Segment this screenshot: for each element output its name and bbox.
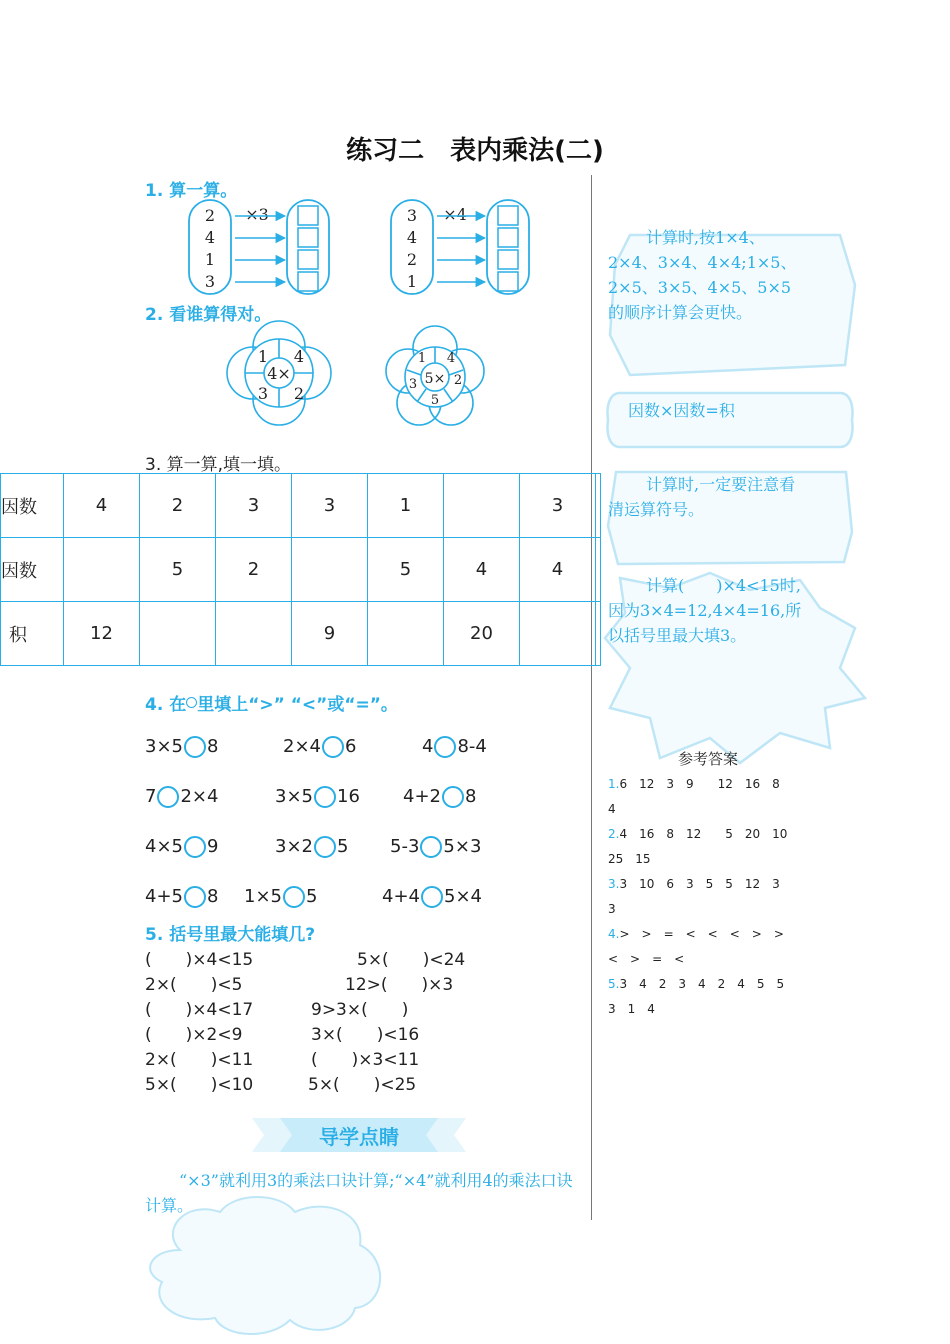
q4-item: 3×5 16 xyxy=(275,786,360,807)
table-cell xyxy=(216,602,292,666)
flower-a-petal: 1 xyxy=(257,347,269,366)
answer-line: 2.4 16 8 12 5 20 10 xyxy=(608,827,788,841)
q4-item: 4×5 9 xyxy=(145,836,219,857)
flower-b-petal: 1 xyxy=(417,351,427,366)
q1b-input: 3 xyxy=(406,206,418,225)
q2-flower-diagrams xyxy=(225,320,495,430)
q1-label: 1. 算一算。 xyxy=(145,181,238,201)
answer-line: 3 1 4 xyxy=(608,1002,655,1016)
table-cell xyxy=(64,538,140,602)
q1b-input: 2 xyxy=(406,250,418,269)
table-cell: 3 xyxy=(520,474,596,538)
flower-a-petal: 2 xyxy=(293,384,305,403)
q5-item[interactable]: 5×( )<24 xyxy=(357,950,466,970)
answer-line: 1.6 12 3 9 12 16 8 xyxy=(608,777,780,791)
flower-b-center: 5× xyxy=(424,371,446,387)
q4-item: 3×2 5 xyxy=(275,836,349,857)
answer-circle[interactable] xyxy=(157,786,179,808)
table-cell: 4 xyxy=(64,474,140,538)
q5-item[interactable]: 2×( )<5 xyxy=(145,975,243,995)
table-row xyxy=(1,602,601,666)
q5-item[interactable]: ( )×2<9 xyxy=(145,1025,243,1045)
answer-circle[interactable] xyxy=(421,886,443,908)
q4-label xyxy=(145,690,398,715)
table-cell: 2 xyxy=(140,474,216,538)
q4-item: 2×4 6 xyxy=(283,736,357,757)
answer-line: 25 15 xyxy=(608,852,651,866)
tip-text-1: 计算时,按1×4、2×4、3×4、4×4;1×5、2×5、3×5、4×5、5×5的顺序计算会更快。 xyxy=(608,228,797,322)
flower-b-petal: 3 xyxy=(408,377,418,392)
answers-title: 参考答案 xyxy=(677,750,738,768)
q4-label-pre: 4. 在 xyxy=(145,695,187,715)
row-head: 因数 xyxy=(1,538,64,602)
flower-b-petal: 4 xyxy=(446,351,456,366)
answer-circle[interactable] xyxy=(442,786,464,808)
answer-circle[interactable] xyxy=(322,736,344,758)
row-head: 积 xyxy=(1,602,64,666)
table-cell xyxy=(444,474,520,538)
q1a-input: 2 xyxy=(204,206,216,225)
flower-a-center: 4× xyxy=(267,364,291,383)
guide-text: “×3”就利用3的乘法口诀计算;“×4”就利用4的乘法口诀计算。 xyxy=(145,1171,573,1215)
row-head: 因数 xyxy=(1,474,64,538)
table-cell: 5 xyxy=(368,538,444,602)
q4-item: 4+4 5×4 xyxy=(382,886,482,907)
q5-item[interactable]: 12>( )×3 xyxy=(345,975,454,995)
q4-label-post: 里填上“>” “<”或“=”。 xyxy=(197,695,398,715)
q4-item: 1×5 5 xyxy=(244,886,318,907)
q4-item: 7 2×4 xyxy=(145,786,219,807)
q1a-input: 1 xyxy=(204,250,216,269)
flower-a-petal: 3 xyxy=(257,384,269,403)
table-cell xyxy=(292,538,368,602)
answer-box xyxy=(498,228,518,247)
answer-circle[interactable] xyxy=(314,836,336,858)
answer-box xyxy=(498,272,518,291)
answers-list xyxy=(608,772,787,1022)
table-row xyxy=(1,538,601,602)
q3-label: 3. 算一算,填一填。 xyxy=(145,455,292,475)
q5-item[interactable]: 9>3×( ) xyxy=(311,1000,409,1020)
table-cell: 5 xyxy=(140,538,216,602)
table-cell: 3 xyxy=(216,474,292,538)
q4-item: 4 8-4 xyxy=(422,736,487,757)
q4-item: 4+2 8 xyxy=(403,786,477,807)
answer-line: 3.3 10 6 3 5 5 12 3 xyxy=(608,877,780,891)
q1a-operator: ×3 xyxy=(245,205,269,224)
answer-circle[interactable] xyxy=(434,736,456,758)
answer-box xyxy=(298,206,318,225)
q1b-input: 1 xyxy=(406,272,418,291)
table-cell xyxy=(520,602,596,666)
answer-circle[interactable] xyxy=(184,836,206,858)
q5-item[interactable]: ( )×4<17 xyxy=(145,1000,254,1020)
flower-b-petal: 5 xyxy=(430,393,440,408)
guide-banner-title: 导学点睛 xyxy=(319,1125,399,1149)
column-divider xyxy=(591,175,592,1220)
q5-item[interactable]: 5×( )<25 xyxy=(308,1075,417,1095)
q5-label: 5. 括号里最大能填几? xyxy=(145,925,316,945)
q1-mapping-diagram xyxy=(185,196,545,300)
q4-item: 4+5 8 xyxy=(145,886,219,907)
answer-circle[interactable] xyxy=(283,886,305,908)
table-cell: 20 xyxy=(444,602,520,666)
q1a-input: 3 xyxy=(204,272,216,291)
tip-text-4: 计算( )×4<15时,因为3×4=12,4×4=16,所以括号里最大填3。 xyxy=(608,576,802,645)
q1b-input: 4 xyxy=(406,228,418,247)
table-cell xyxy=(140,602,216,666)
cloud-bubble xyxy=(140,1190,400,1340)
table-cell: 12 xyxy=(64,602,140,666)
answer-box xyxy=(498,250,518,269)
q2-label: 2. 看谁算得对。 xyxy=(145,305,272,325)
answer-circle[interactable] xyxy=(420,836,442,858)
answer-line: 5.3 4 2 3 4 2 4 5 5 xyxy=(608,977,785,991)
answer-circle[interactable] xyxy=(314,786,336,808)
table-cell xyxy=(368,602,444,666)
answer-line: 4.> > = < < < > > xyxy=(608,927,784,941)
answer-box xyxy=(498,206,518,225)
q5-item[interactable]: ( )×4<15 xyxy=(145,950,254,970)
table-cell: 2 xyxy=(216,538,292,602)
table-cell: 3 xyxy=(292,474,368,538)
table-cell: 4 xyxy=(520,538,596,602)
tip-text-2: 因数×因数=积 xyxy=(628,401,735,420)
answer-line: 3 xyxy=(608,902,616,916)
tip-text-3: 计算时,一定要注意看清运算符号。 xyxy=(608,475,796,519)
answer-line: 4 xyxy=(608,802,616,816)
q1b-operator: ×4 xyxy=(443,205,467,224)
answer-line: < > = < xyxy=(608,952,685,966)
table-row xyxy=(1,474,601,538)
circle-icon xyxy=(186,697,197,708)
q4-item: 3×5 8 xyxy=(145,736,219,757)
q1a-input: 4 xyxy=(204,228,216,247)
table-cell: 9 xyxy=(292,602,368,666)
answer-circle[interactable] xyxy=(184,736,206,758)
q5-item[interactable]: 5×( )<10 xyxy=(145,1075,254,1095)
flower-b-petal: 2 xyxy=(453,373,463,388)
q5-item[interactable]: ( )×3<11 xyxy=(311,1050,420,1070)
page-title: 练习二 表内乘法(二) xyxy=(346,136,604,166)
flower-a-petal: 4 xyxy=(293,347,305,366)
answer-box xyxy=(298,250,318,269)
q4-item: 5-3 5×3 xyxy=(390,836,482,857)
q5-item[interactable]: 3×( )<16 xyxy=(311,1025,420,1045)
table-cell: 1 xyxy=(368,474,444,538)
answer-box xyxy=(298,228,318,247)
q5-item[interactable]: 2×( )<11 xyxy=(145,1050,254,1070)
answer-box xyxy=(298,272,318,291)
answer-circle[interactable] xyxy=(184,886,206,908)
q3-factor-table xyxy=(0,473,601,666)
table-cell: 4 xyxy=(444,538,520,602)
